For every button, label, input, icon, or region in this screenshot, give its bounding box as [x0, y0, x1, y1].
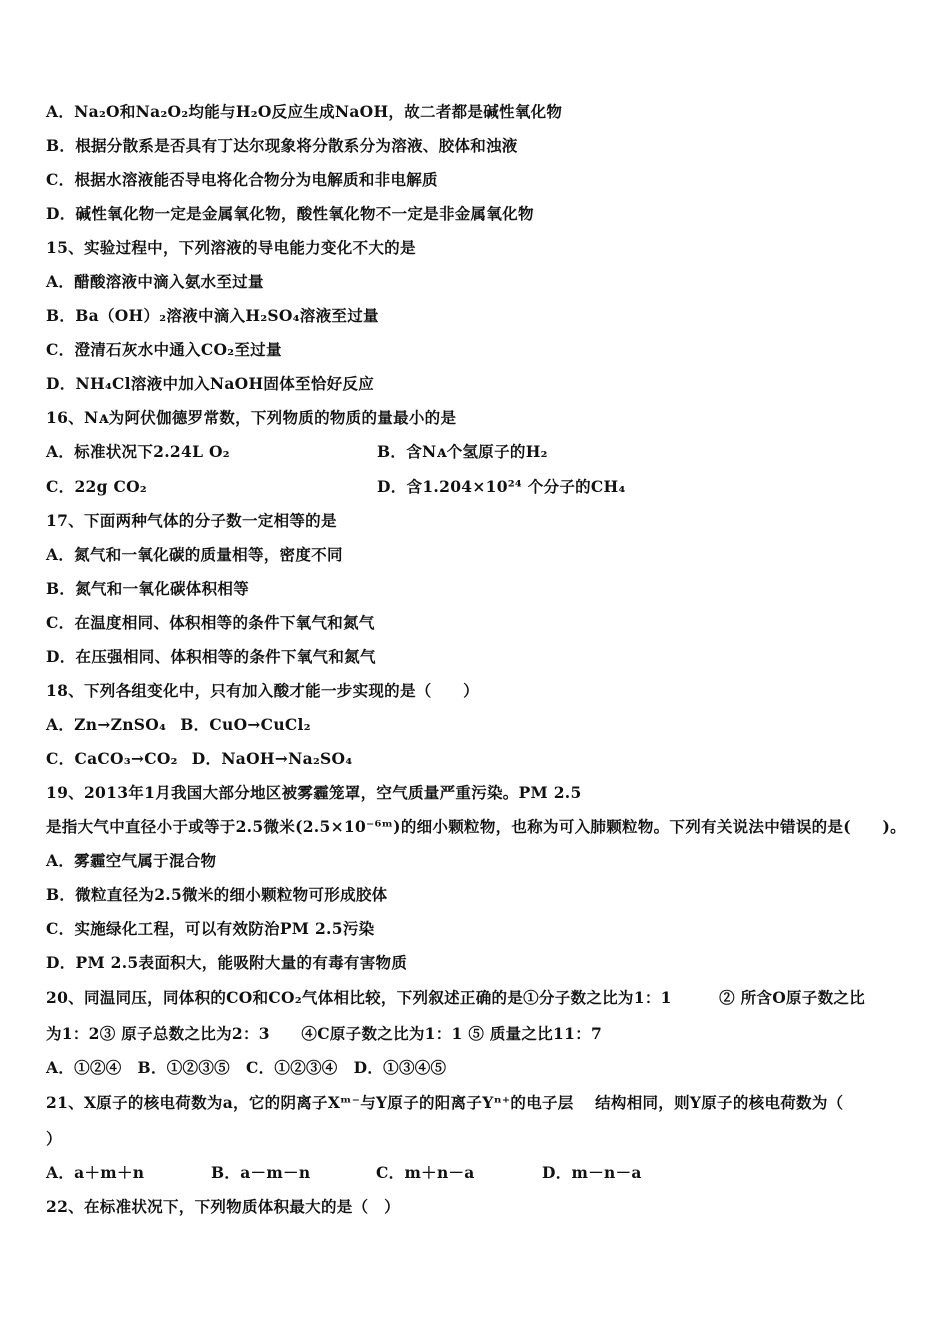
- q18-row-cd: [46, 749, 912, 769]
- q20-option-a: A．①②④: [46, 1058, 122, 1077]
- q17-option-b: B．氮气和一氧化碳体积相等: [46, 579, 250, 598]
- q19-option-c: C．实施绿化工程，可以有效防治PM 2.5污染: [46, 919, 375, 938]
- q18-option-d: D．NaOH→Na₂SO₄: [191, 749, 353, 768]
- q21-option-a: A．a＋m＋n: [46, 1163, 145, 1182]
- q19-stem-line1: 19、2013年1月我国大部分地区被雾霾笼罩，空气质量严重污染。PM 2.5: [46, 783, 582, 802]
- q15-option-b: B．Ba（OH）₂溶液中滴入H₂SO₄溶液至过量: [46, 306, 379, 325]
- q18-option-c: C．CaCO₃→CO₂: [46, 749, 178, 768]
- q14-option-b: B．根据分散系是否具有丁达尔现象将分散系分为溶液、胶体和浊液: [46, 136, 518, 155]
- q21-option-d: D．m－n－a: [542, 1163, 642, 1182]
- q16-option-a: A．标准状况下2.24L O₂: [46, 442, 230, 461]
- q22-stem: 22、在标准状况下，下列物质体积最大的是（ ）: [46, 1197, 400, 1216]
- q19-option-a: A．雾霾空气属于混合物: [46, 851, 217, 870]
- q17-stem: 17、下面两种气体的分子数一定相等的是: [46, 511, 337, 530]
- q20-stem-line1: 20、同温同压，同体积的CO和CO₂气体相比较，下列叙述正确的是①分子数之比为1：1 ② 所含O原子数之比: [46, 988, 866, 1007]
- q18-option-a: A．Zn→ZnSO₄: [46, 715, 167, 734]
- q15-option-a: A．醋酸溶液中滴入氨水至过量: [46, 272, 264, 291]
- q15-option-c: C．澄清石灰水中通入CO₂至过量: [46, 340, 282, 359]
- q14-option-a: A．Na₂O和Na₂O₂均能与H₂O反应生成NaOH，故二者都是碱性氧化物: [46, 102, 563, 121]
- q20-option-c: C．①②③④: [245, 1058, 338, 1077]
- q16-option-c: C．22g CO₂: [46, 477, 147, 496]
- q14-option-d: D．碱性氧化物一定是金属氧化物，酸性氧化物不一定是非金属氧化物: [46, 204, 534, 223]
- q17-option-c: C．在温度相同、体积相等的条件下氧气和氮气: [46, 613, 375, 632]
- q20-option-b: B．①②③⑤: [137, 1058, 230, 1077]
- q15-option-d: D．NH₄Cl溶液中加入NaOH固体至恰好反应: [46, 374, 375, 393]
- q16-option-d: D．含1.204×10²⁴ 个分子的CH₄: [377, 477, 626, 496]
- q21-stem-line1: 21、X原子的核电荷数为a，它的阴离子Xᵐ⁻与Y原子的阳离子Yⁿ⁺的电子层 结构相同，则Y原子的核电荷数为（: [46, 1093, 844, 1112]
- q18-row-ab: [46, 715, 912, 735]
- q21-option-c: C．m＋n－a: [376, 1163, 475, 1182]
- q20-option-d: D．①③④⑤: [353, 1058, 447, 1077]
- q17-option-a: A．氮气和一氧化碳的质量相等，密度不同: [46, 545, 343, 564]
- q18-stem: 18、下列各组变化中，只有加入酸才能一步实现的是（ ）: [46, 681, 479, 700]
- q18-option-b: B．CuO→CuCl₂: [180, 715, 311, 734]
- q14-option-c: C．根据水溶液能否导电将化合物分为电解质和非电解质: [46, 170, 438, 189]
- q16-option-b: B．含Nᴀ个氢原子的H₂: [377, 442, 548, 461]
- q20-stem-line2: 为1：2③ 原子总数之比为2：3 ④C原子数之比为1：1 ⑤ 质量之比11：7: [46, 1024, 603, 1043]
- q17-option-d: D．在压强相同、体积相等的条件下氧气和氮气: [46, 647, 376, 666]
- q20-options: [46, 1058, 912, 1078]
- q19-stem-line2: 是指大气中直径小于或等于2.5微米(2.5×10⁻⁶ᵐ)的细小颗粒物，也称为可入肺颗粒物。下列有关说法中错误的是( )。: [46, 817, 906, 836]
- q16-stem: 16、Nᴀ为阿伏伽德罗常数，下列物质的物质的量最小的是: [46, 408, 457, 427]
- q15-stem: 15、实验过程中，下列溶液的导电能力变化不大的是: [46, 238, 416, 257]
- q21-option-b: B．a－m－n: [211, 1163, 311, 1182]
- q19-option-d: D．PM 2.5表面积大，能吸附大量的有毒有害物质: [46, 953, 408, 972]
- q21-stem-line2: ）: [46, 1129, 62, 1148]
- q19-option-b: B．微粒直径为2.5微米的细小颗粒物可形成胶体: [46, 885, 388, 904]
